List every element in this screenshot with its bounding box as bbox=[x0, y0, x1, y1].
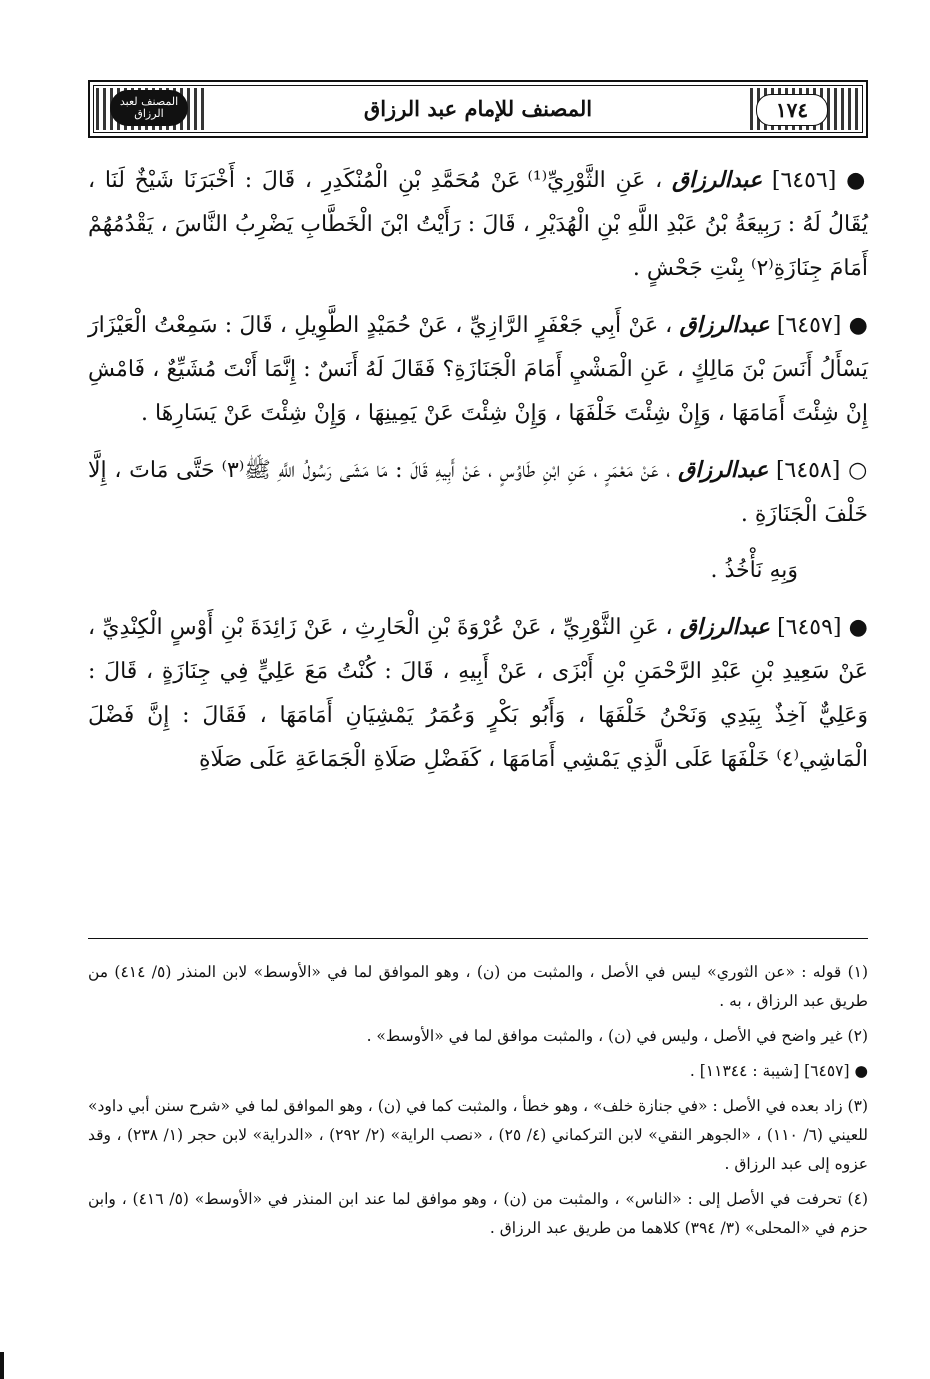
ruling-line: وَبِهِ نَأْخُذُ . bbox=[710, 558, 798, 583]
hadith-number: [٦٤٥٧] bbox=[776, 313, 842, 338]
running-header bbox=[88, 80, 868, 138]
footnote: (٤) تحرفت في الأصل إلى : «الناس» ، والمثبت من (ن) ، وهو موافق لما عند ابن المنذر في «الأوسط» (٥/ ٤١٦) ، وابن حزم في «المحلى» (٣/ ٣٩٤) كلاهما من طريق عبد الرزاق . bbox=[88, 1190, 868, 1237]
footnote-cross-reference: ● [٦٤٥٧] [شيبة : ١١٣٤٤] . bbox=[689, 1062, 868, 1080]
scan-edge-mark bbox=[0, 1352, 4, 1379]
footnote: (١) قوله : «عن الثوري» ليس في الأصل ، والمثبت من (ن) ، وهو الموافق لما في «الأوسط» لابن المنذر (٥/ ٤١٤) من طريق عبد الرزاق ، به . bbox=[88, 963, 869, 1010]
hadith-text: ، عَنْ مَعْمَرٍ ، عَنِ ابْنِ طَاوُسٍ ، عَنْ أَبِيهِ قَالَ : مَا مَشَى رَسُولُ اللَّهِ ﷺ⁽٣⁾ حَتَّى مَاتَ ، إِلَّا خَلْفَ الْجَنَازَةِ . bbox=[88, 458, 868, 527]
hadith-paragraph bbox=[88, 448, 868, 537]
hadith-marker: ● bbox=[846, 168, 869, 193]
hadith-author: عبدالرزاق bbox=[678, 457, 769, 483]
hadith-number: [٦٤٥٨] bbox=[775, 458, 841, 483]
hadith-marker: ● bbox=[848, 615, 869, 640]
hadith-marker: ● bbox=[848, 313, 869, 338]
hadith-marker: ○ bbox=[848, 458, 868, 483]
hadith-text: ، عَنِ الثَّوْرِيِّ ، عَنْ عُرْوَةَ بْنِ الْحَارِثِ ، عَنْ زَائِدَةَ بْنِ أَوْسٍ الْكِنْدِيِّ ، عَنْ سَعِيدِ بْنِ عَبْدِ الرَّحْمَنِ بْنِ أَبْزَى ، عَنْ أَبِيهِ ، قَالَ : كُنْتُ مَعَ عَلِيٍّ فِي جِنَازَةٍ ، قَالَ : وَعَلِيٌّ آخِذٌ بِيَدِي وَنَحْنُ خَلْفَهَا ، وَأَبُو بَكْرٍ وَعُمَرُ يَمْشِيَانِ أَمَامَهَا ، فَقَالَ : إِنَّ فَضْلَ الْمَاشِي⁽٤⁾ خَلْفَهَا عَلَى الَّذِي يَمْشِي أَمَامَهَا ، كَفَضْلِ صَلَاةِ الْجَمَاعَةِ عَلَى صَلَاةِ bbox=[88, 615, 868, 772]
hadith-author: عبدالرزاق bbox=[672, 167, 763, 193]
main-text bbox=[88, 158, 868, 794]
footnote-separator bbox=[88, 938, 868, 939]
footnote: (٣) زاد بعده في الأصل : «في جنازة خلف» ، وهو خطأ ، والمثبت كما في (ن) ، وهو الموافق لما في «شرح سنن أبي داود» للعيني (٦/ ١١٠) ، «الجوهر النقي» لابن التركماني (٤/ ٢٥) ، «نصب الراية» (٢/ ٢٩٢) ، «الدراية» لابن حجر (١/ ٢٣٨) ، وقد عزوه إلى عبد الرزاق . bbox=[88, 1097, 869, 1173]
hadith-paragraph bbox=[88, 605, 868, 782]
hadith-text: ، عَنِ الثَّوْرِيِّ⁽¹⁾ عَنْ مُحَمَّدِ بْنِ الْمُنْكَدِرِ ، قَالَ : أَخْبَرَنَا شَيْخٌ لَنَا ، يُقَالُ لَهُ : رَبِيعَةُ بْنُ عَبْدِ اللَّهِ بْنِ الْهُدَيْرِ ، قَالَ : رَأَيْتُ ابْنَ الْخَطَّابِ يَضْرِبُ النَّاسَ ، يَقْدُمُهُمْ أَمَامَ جِنَازَةِ⁽٢⁾ بِنْتِ جَحْشٍ . bbox=[88, 168, 868, 281]
book-seal-logo: المصنف لعبد الرزاق bbox=[110, 90, 188, 126]
footnote: (٢) غير واضح في الأصل ، وليس في (ن) ، والمثبت موافق لما في «الأوسط» . bbox=[366, 1027, 868, 1045]
footnotes bbox=[88, 958, 868, 1249]
hadith-text: ، عَنْ أَبِي جَعْفَرٍ الرَّازِيِّ ، عَنْ حُمَيْدٍ الطَّوِيلِ ، قَالَ : سَمِعْتُ الْعَيْزَارَ يَسْأَلُ أَنَسَ بْنَ مَالِكٍ ، عَنِ الْمَشْيِ أَمَامَ الْجَنَازَةِ؟ فَقَالَ لَهُ أَنَسٌ : إِنَّمَا أَنْتَ مُشَيِّعٌ ، فَامْشِ إِنْ شِئْتَ أَمَامَهَا ، وَإِنْ شِئْتَ خَلْفَهَا ، وَإِنْ شِئْتَ عَنْ يَمِينِهَا ، وَإِنْ شِئْتَ عَنْ يَسَارِهَا . bbox=[88, 313, 868, 426]
hadith-number: [٦٤٥٩] bbox=[777, 615, 842, 640]
hadith-paragraph bbox=[88, 158, 868, 291]
book-title: المصنف للإمام عبد الرزاق bbox=[290, 90, 666, 128]
hadith-author: عبدالرزاق bbox=[679, 614, 770, 640]
hadith-paragraph bbox=[88, 303, 868, 436]
hadith-author: عبدالرزاق bbox=[679, 312, 770, 338]
hadith-number: [٦٤٥٦] bbox=[771, 168, 837, 193]
page-number: ١٧٤ bbox=[756, 94, 828, 126]
